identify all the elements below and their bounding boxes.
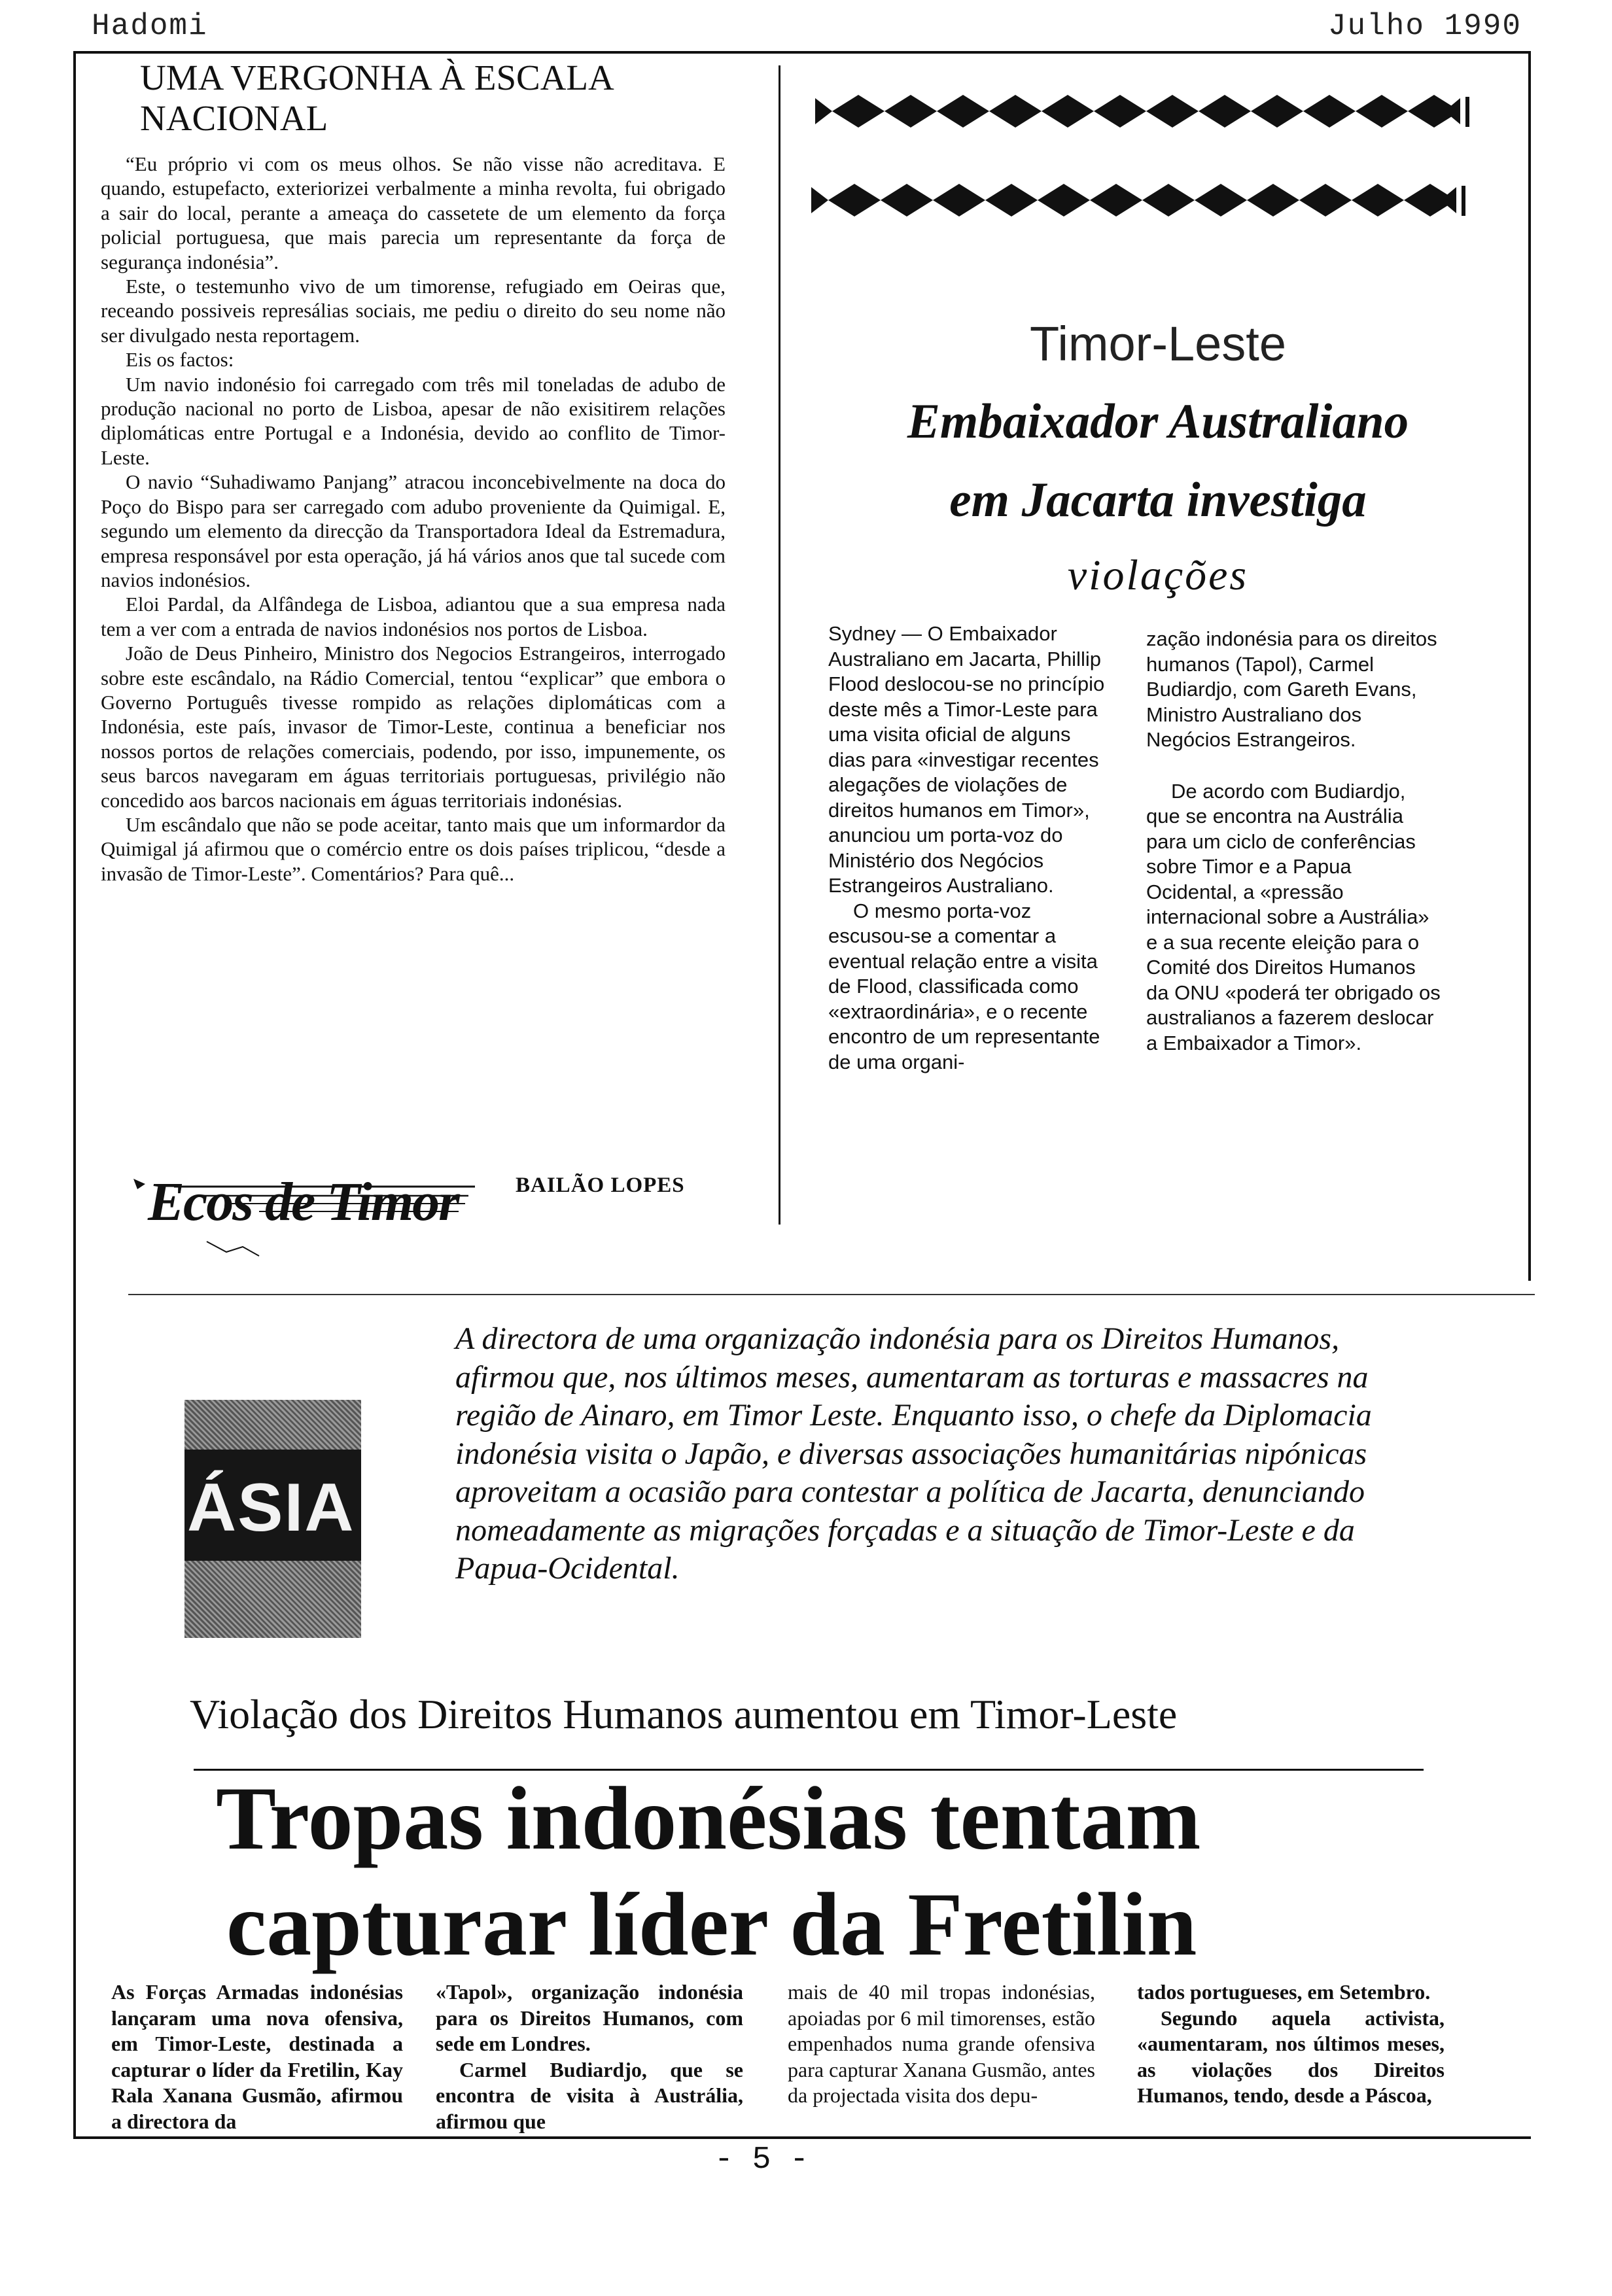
bottom-article-kicker: Violação dos Direitos Humanos aumentou em Timor-Leste: [190, 1691, 1178, 1737]
diamond-border-bottom: [811, 181, 1465, 220]
right-headline-line2: em Jacarta investiga: [949, 473, 1367, 527]
left-paragraph: “Eu próprio vi com os meus olhos. Se não visse não acreditava. E quando, estupefacto, exteriorizei verbalmente a minha revolta, fui obrigado a sair do local, perante a ameaça do cassetete de um elemento da força policial portuguesa, que mais parecia um representante da força de segurança indonésia”.: [101, 152, 726, 273]
publication-name: Hadomi: [92, 9, 208, 43]
header-rule: [73, 51, 1531, 54]
right-headline-line3: violações: [1067, 551, 1249, 599]
right-col2-paragraph: De acordo com Budiardjo, que se encontra na Austrália para um ciclo de conferências sobre Timor e a Papua Ocidental, a «pressão internacional sobre a Austrália» e a sua recente eleição para o Comité dos Direitos Humanos da ONU «poderá ter obrigado os australianos a fazerem deslocar a Embaixador a Timor».: [1146, 779, 1441, 1054]
right-article-col1: [828, 621, 1111, 1075]
bottom-col3-paragraph: mais de 40 mil tropas indonésias, apoiadas por 6 mil timorenses, estão empenhados numa grande ofensiva para capturar Xanana Gusmão, antes da projectada visita dos depu-: [788, 1980, 1095, 2107]
ecos-de-timor-logo: [128, 1164, 482, 1262]
frame-left: [73, 51, 76, 2138]
bottom-article-col2: [436, 1979, 743, 2134]
left-paragraph: Eloi Pardal, da Alfândega de Lisboa, adiantou que a sua empresa nada tem a ver com a entrada de navios indonésios nos portos de Lisboa.: [101, 593, 726, 640]
bottom-col2-paragraph: «Tapol», organização indonésia para os Direitos Humanos, com sede em Londres.: [436, 1980, 743, 2055]
left-article-body: [101, 152, 726, 886]
bottom-article-col4: [1137, 1979, 1445, 2109]
right-col1-paragraph: Sydney — O Embaixador Australiano em Jacarta, Phillip Flood deslocou-se no princípio deste mês a Timor-Leste para uma visita oficial de alguns dias para «investigar recentes alegações de violações de direitos humanos em Timor», anunciou um porta-voz do Ministério dos Negócios Estrangeiros Australiano.: [828, 622, 1105, 897]
issue-date: Julho 1990: [1327, 9, 1522, 43]
asia-top-rule: [128, 1294, 1535, 1295]
asia-label: ÁSIA: [187, 1470, 355, 1546]
right-col2-paragraph: zação indonésia para os direitos humanos (Tapol), Carmel Budiardjo, com Gareth Evans, Ministro Australiano dos Negócios Estrangeiros.: [1146, 627, 1437, 751]
asia-lead-text: A directora de uma organização indonésia para os Direitos Humanos, afirmou que, nos últimos meses, aumentaram as torturas e massacres na região de Ainaro, em Timor Leste. Enquanto isso, o chefe da Diplomacia indonésia visita o Japão, e diversas associações humanitárias nipónicas aproveitam a ocasião para contestar a política de Jacarta, denunciando nomeadamente as migrações forçadas e a situação de Timor-Leste e da Papua-Ocidental.: [455, 1321, 1372, 1586]
frame-right: [1528, 51, 1531, 1281]
column-divider: [779, 65, 780, 1225]
bottom-article-col1: [111, 1979, 403, 2134]
page-number: - 5 -: [714, 2142, 809, 2178]
left-paragraph: Este, o testemunho vivo de um timorense, refugiado em Oeiras que, receando possiveis represálias sociais, me pediu o direito do seu nome não ser divulgado nesta reportagem.: [101, 275, 726, 347]
asia-label-box: [184, 1400, 361, 1638]
left-paragraph: Um navio indonésio foi carregado com três mil toneladas de adubo de produção nacional no porto de Lisboa, apesar de não exisitirem relações diplomáticas entre Portugal e a Indonésia, devido ao conflito de Timor-Leste.: [101, 372, 726, 469]
right-article-col2: [1146, 627, 1442, 1056]
left-paragraph: Eis os factos:: [126, 348, 234, 372]
diamond-chain-top: [815, 92, 1469, 131]
right-col1-paragraph: O mesmo porta-voz escusou-se a comentar a eventual relação entre a visita de Flood, classificada como «extraordinária», e o recente encontro de um representante de uma organi-: [828, 899, 1100, 1073]
frame-bottom: [73, 2136, 1531, 2139]
bottom-col1-paragraph: As Forças Armadas indonésias lançaram uma nova ofensiva, em Timor-Leste, destinada a capturar o líder da Fretilin, Kay Rala Xanana Gusmão, afirmou a directora da: [111, 1980, 403, 2133]
bottom-article-col3: [788, 1979, 1095, 2109]
right-headline-line1: Embaixador Australiano: [907, 394, 1409, 449]
left-paragraph: João de Deus Pinheiro, Ministro dos Negocios Estrangeiros, interrogado sobre este escândalo, na Rádio Comercial, tentou “explicar” que embora o Governo Português tivesse rompido as relações diplomáticas com a Indonésia, este país, invasor de Timor-Leste, continua a beneficiar nos nossos portos de relações comerciais, podendo, por isso, impunemente, os seus barcos navegaram em águas territoriais portuguesas, privilégio não concedido aos barcos nacionais em águas territoriais indonésias.: [101, 642, 726, 812]
bottom-headline-line1: Tropas indonésias tentam: [216, 1768, 1201, 1868]
left-article-title: UMA VERGONHA À ESCALA NACIONAL: [140, 58, 612, 138]
left-paragraph: Um escândalo que não se pode aceitar, tanto mais que um informardor da Quimigal já afirmou que o comércio entre os dois países triplicou, “desde a invasão de Timor-Leste”. Comentários? Para quê...: [101, 812, 726, 885]
bottom-col4-paragraph: Segundo aquela activista, «aumentaram, nos últimos meses, as violações dos Direitos Humanos, tendo, desde a Páscoa,: [1137, 2006, 1445, 2107]
ecos-de-timor-text: Ecos de Timor: [148, 1172, 459, 1232]
left-paragraph: O navio “Suhadiwamo Panjang” atracou inconcebivelmente na doca do Poço do Bispo para ser carregado com adubo proveniente da Quimigal. E, segundo um elemento da direcção da Transportadora Ideal da Estremadura, empresa responsável por esta operação, já há vários anos que tal sucede com navios indonésios.: [101, 470, 726, 591]
bottom-col4-paragraph: tados portugueses, em Setembro.: [1137, 1980, 1431, 2004]
diamond-border-top: [815, 92, 1469, 131]
left-article-author: BAILÃO LOPES: [516, 1174, 685, 1197]
right-article-kicker: Timor-Leste: [1029, 317, 1286, 371]
bottom-headline-line2: capturar líder da Fretilin: [226, 1874, 1197, 1974]
diamond-chain-bottom: [811, 181, 1465, 220]
bottom-col2-paragraph: Carmel Budiardjo, que se encontra de visita à Austrália, afirmou que: [436, 2057, 743, 2133]
